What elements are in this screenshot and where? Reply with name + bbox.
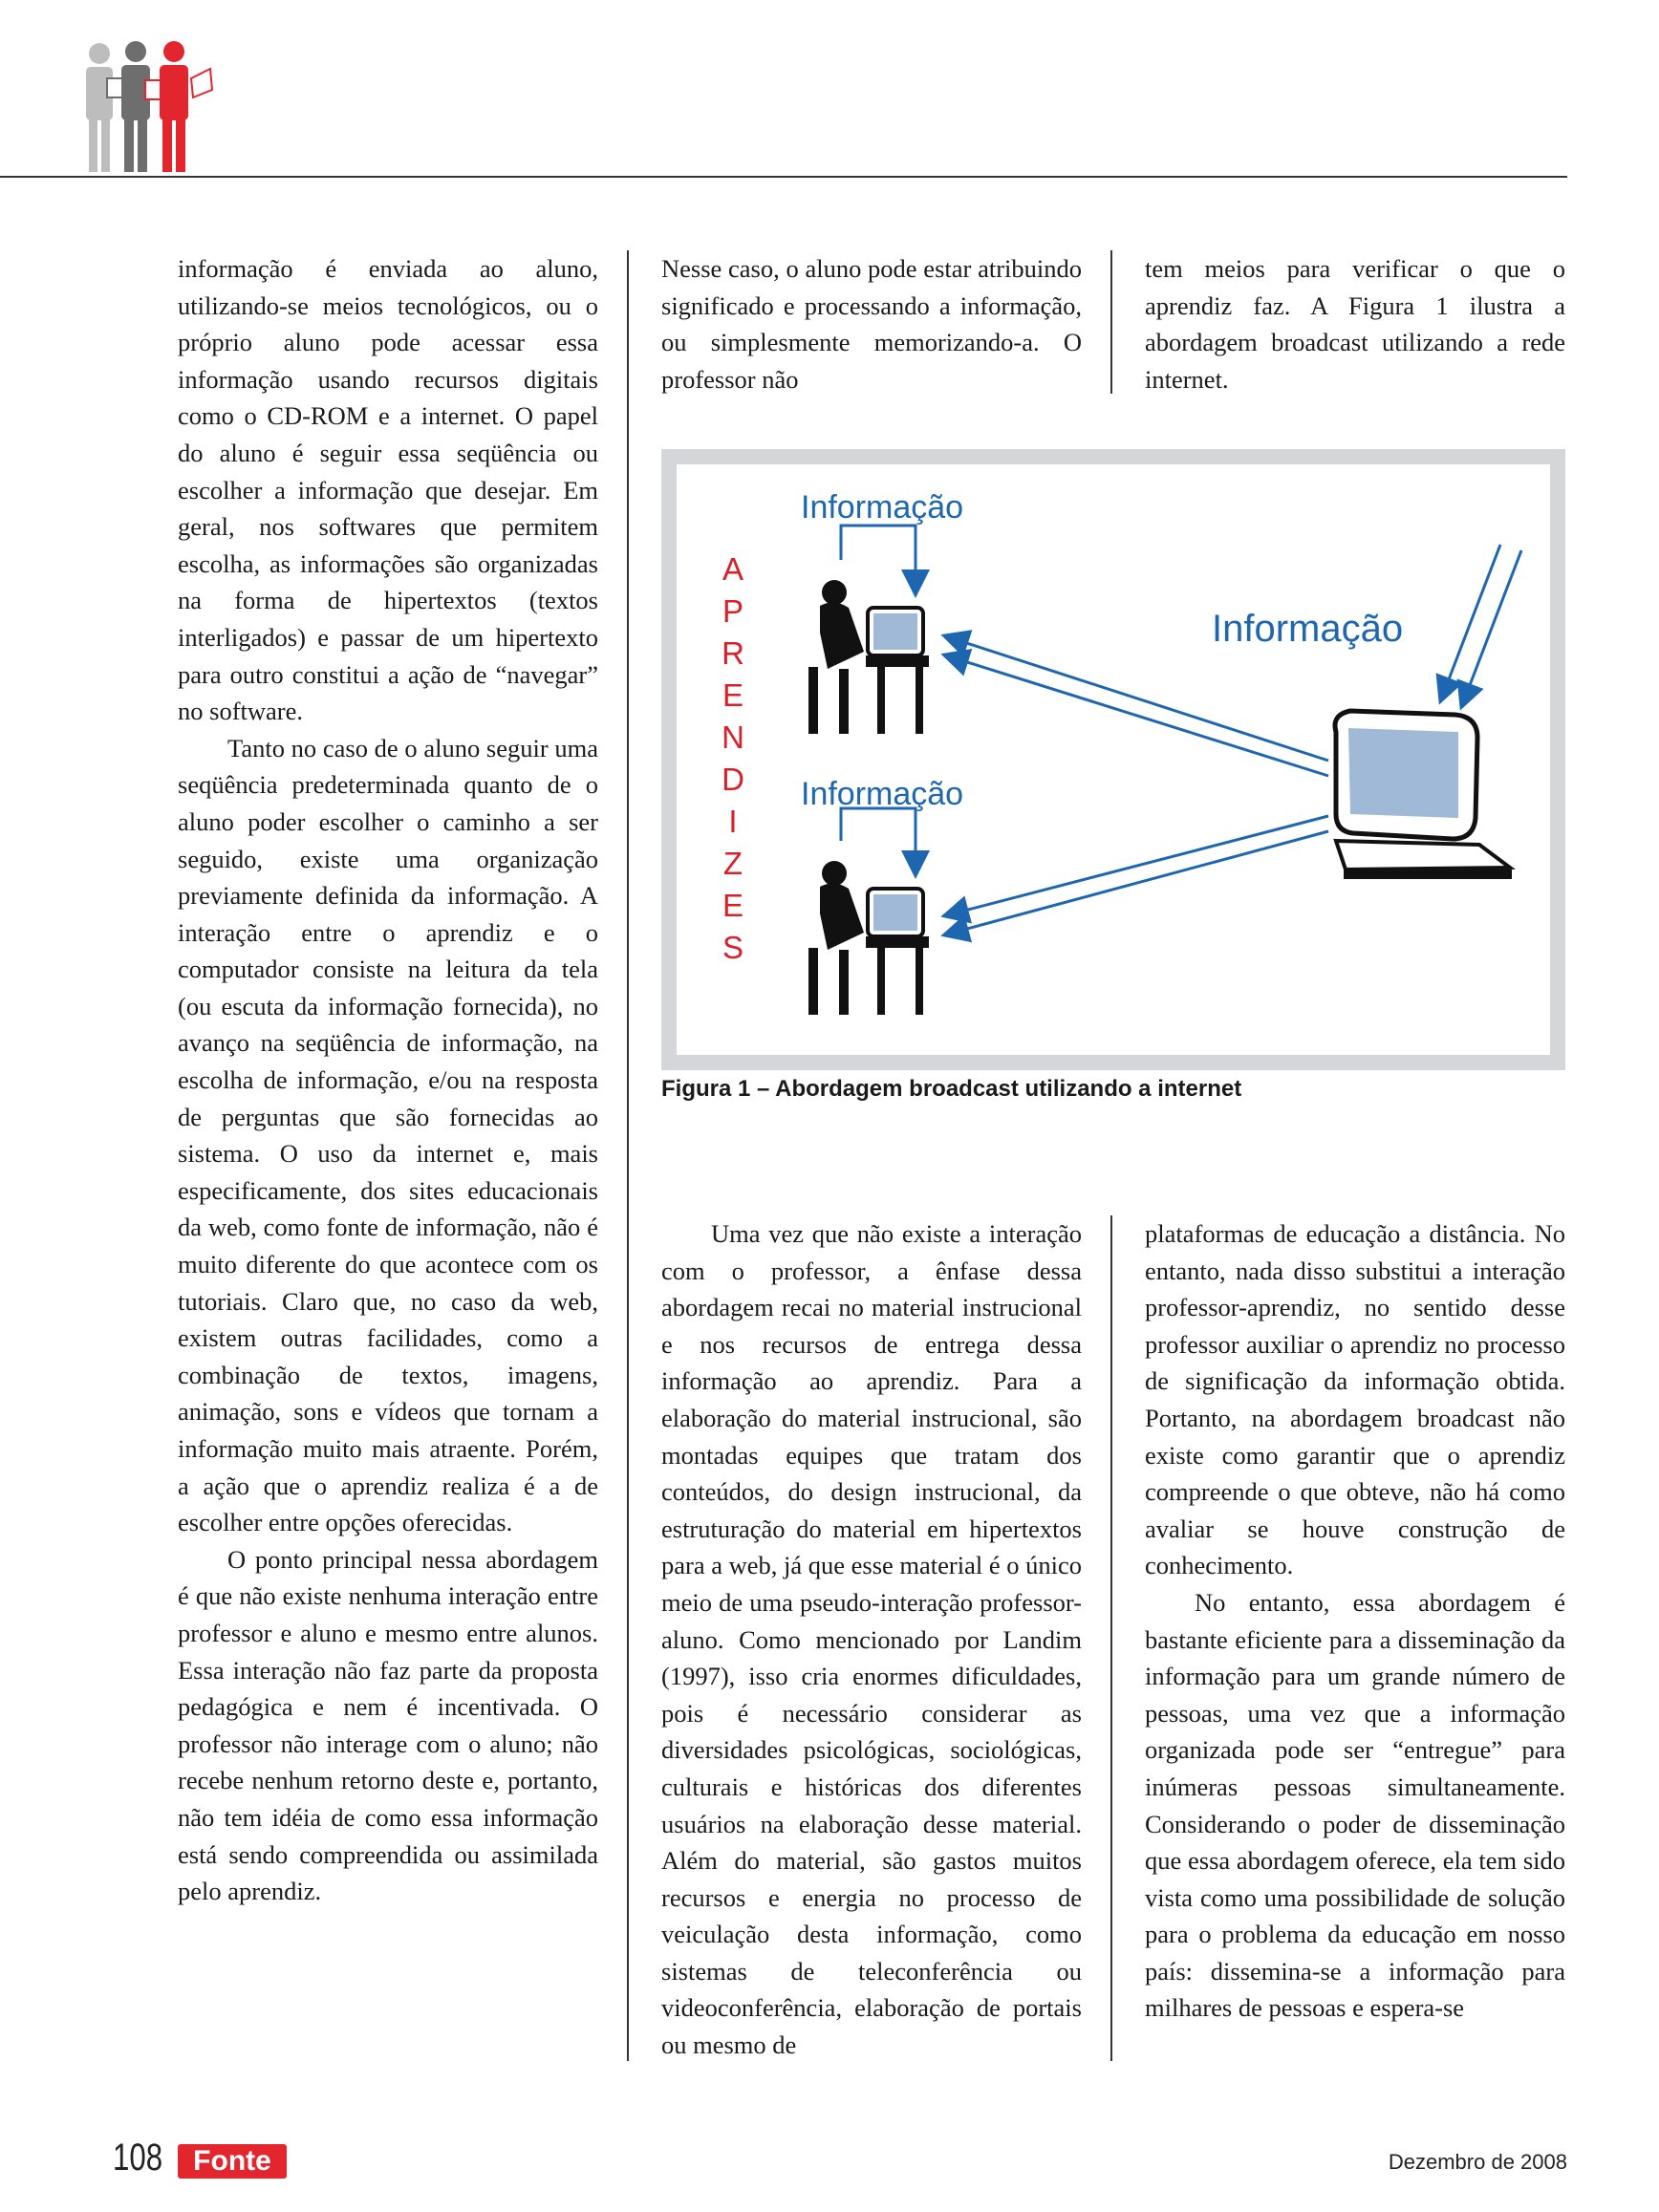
issue-date: Dezembro de 2008 [1388,2150,1567,2174]
figure-label-info-top: Informação [801,489,964,526]
figure-label-info-right: Informação [1212,608,1404,650]
col1-paragraph-3: O ponto principal nessa abordagem é que não existe nenhuma interação entre professor e aluno e mesmo entre alunos. Essa interação não faz parte da proposta pedagógica e nem é incentivada. O professor não interage com o aluno; não recebe nenhum retorno deste e, portanto, não tem idéia de como essa informação está sendo compreendida ou assimilada pelo aprendiz. [178,1544,598,1906]
text-column-2-bottom [661,1215,1082,2064]
figure-1 [661,449,1565,1070]
col1-paragraph-1: informação é enviada ao aluno, utilizando-se meios tecnológicos, ou o próprio aluno pode acessar essa informação usando recursos digitais como o CD-ROM e a internet. O papel do aluno é seguir essa seqüência ou escolher a informação que desejar. Em geral, nos softwares que permitem escolha, as informações são organizadas na forma de hipertextos (textos interligados) e passar de um hipertexto para outro constitui a ação de “navegar” no software. [178,254,598,726]
col2-bottom-paragraph-1: Uma vez que não existe a interação com o professor, a ênfase dessa abordagem recai no material instrucional e nos recursos de entrega dessa informação ao aprendiz. Para a elaboração do material instrucional, são montadas equipes que tratam dos conteúdos, do design instrucional, da estruturação do material em hipertextos para a web, já que esse material é o único meio de uma pseudo-interação professor-aluno. Como mencionado por Landim (1997), isso cria enormes dificuldades, pois é necessário considerar as diversidades psicológicas, sociológicas, culturais e históricas dos diferentes usuários na elaboração desse material. Além do material, são gastos muitos recursos e energia no processo de veiculação desta informação, como sistemas de teleconferência ou videoconferência, elaboração de portais ou mesmo de [661,1219,1082,2060]
vertical-letter: R [722,635,744,671]
learner-computer-bottom-icon [808,861,929,1015]
vertical-letter: E [722,888,743,923]
column-divider-2-top [1110,250,1112,394]
figure-caption: Figura 1 – Abordagem broadcast utilizando a internet [661,1076,1242,1102]
vertical-letter: E [722,677,743,713]
figure-vertical-label [719,548,747,969]
column-divider-2-bottom [1110,1215,1112,2061]
server-computer-icon [1335,711,1512,879]
vertical-letter: D [722,762,744,797]
learner-computer-top-icon [808,580,929,734]
broadcast-diagram [677,464,1550,1055]
text-column-3-top [1145,250,1565,397]
vertical-letter: I [728,804,738,839]
vertical-letter: Z [722,846,743,881]
col3-bottom-paragraph-1: plataformas de educação a distância. No entanto, nada disso substitui a interação professor-aprendiz, no sentido desse professor auxiliar o aprendiz no processo de significação da informação obtida. Portanto, na abordagem broadcast não existe como garantir que o aprendiz compreende o que obteve, não há como avaliar se houve construção de conhecimento. [1145,1219,1565,1580]
text-column-2-top [661,250,1082,397]
vertical-letter: N [722,719,744,755]
col3-top-paragraph-1: tem meios para verificar o que o aprendiz faz. A Figura 1 ilustra a abordagem broadcast utilizando a rede internet. [1145,254,1565,394]
vertical-letter: P [722,593,743,629]
figure-label-info-bottom: Informação [801,776,964,812]
page-number: 108 [113,2137,163,2179]
figure-canvas [677,464,1550,1055]
vertical-letter: A [722,551,743,587]
people-figures-icon [78,40,222,174]
column-divider-1 [627,250,629,2061]
header-rule [0,176,1567,178]
col1-paragraph-2: Tanto no caso de o aluno seguir uma seqüência predeterminada quanto de o aluno poder escolher o caminho a ser seguido, existe uma organização previamente definida da informação. A interação entre o aprendiz e o computador consiste na leitura da tela (ou escuta da informação fornecida), no avanço na seqüência de informação, na escolha de informação, e/ou na resposta de perguntas que são fornecidas ao sistema. O uso da internet e, mais especificamente, dos sites educacionais da web, como fonte de informação, não é muito diferente do que acontece com os tutoriais. Claro que, no caso da web, existem outras facilidades, como a combinação de textos, imagens, animação, sons e vídeos que tornam a informação muito mais atraente. Porém, a ação que o aprendiz realiza é a de escolher entre opções oferecidas. [178,733,598,1537]
text-column-3-bottom [1145,1215,1565,2027]
col2-top-paragraph-1: Nesse caso, o aluno pode estar atribuindo significado e processando a informação, ou simplesmente memorizando-a. O professor não [661,254,1082,394]
col3-bottom-paragraph-2: No entanto, essa abordagem é bastante eficiente para a disseminação da informação para um grande número de pessoas, uma vez que a informação organizada pode ser “entregue” para inúmeras pessoas simultaneamente. Considerando o poder de disseminação que essa abordagem oferece, ela tem sido vista como uma possibilidade de solução para o problema da educação em nosso país: dissemina-se a informação para milhares de pessoas e espera-se [1145,1587,1565,2023]
text-column-1 [178,250,598,1910]
brand-logo: Fonte [178,2144,287,2179]
vertical-letter: S [722,930,743,965]
